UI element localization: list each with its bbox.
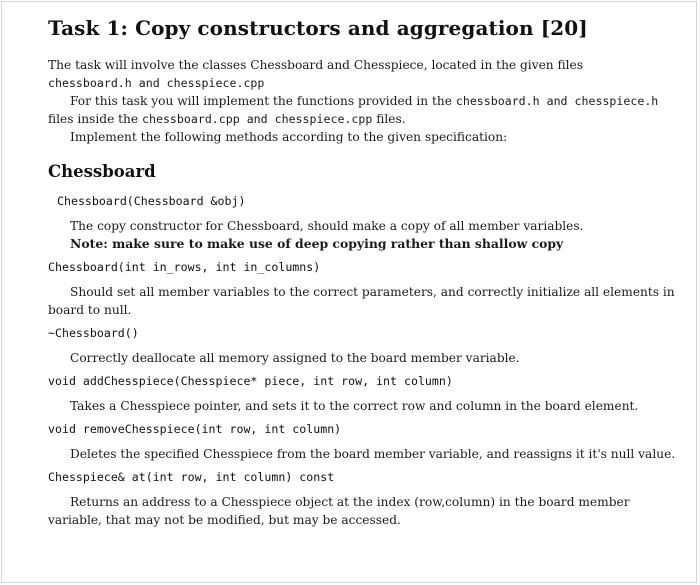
- method-note: Note: make sure to make use of deep copying rather than shallow copy: [70, 236, 564, 251]
- method-signature: void removeChesspiece(int row, int column): [48, 422, 342, 436]
- intro-line-3: [48, 92, 684, 110]
- intro-line-5: [48, 128, 684, 146]
- method-description: Returns an address to a Chesspiece object at the index (row,column) in the board member variable, that may not be modified, but may be accessed.: [48, 495, 630, 527]
- method-description: Correctly deallocate all memory assigned to the board member variable.: [70, 351, 520, 365]
- document-page: [48, 14, 684, 529]
- method-item-copy-constructor: [48, 192, 684, 253]
- method-item-constructor: [48, 258, 684, 319]
- intro-line-4: [48, 110, 684, 128]
- method-item-destructor: [48, 324, 684, 367]
- intro-text-5: Implement the following methods according to the given specification:: [70, 130, 508, 144]
- intro-block: [48, 56, 684, 146]
- intro-text-4b: files.: [376, 112, 406, 126]
- method-item-at: [48, 468, 684, 529]
- intro-line-2: [48, 74, 684, 92]
- method-item-remove-chesspiece: [48, 420, 684, 463]
- method-description: Takes a Chesspiece pointer, and sets it to the correct row and column in the board element.: [70, 399, 639, 413]
- intro-text-4a: files inside the: [48, 112, 139, 126]
- intro-files-code: chessboard.h and chesspiece.cpp: [48, 76, 265, 90]
- method-item-add-chesspiece: [48, 372, 684, 415]
- method-signature: Chessboard(int in_rows, int in_columns): [48, 260, 321, 274]
- intro-text-1: The task will involve the classes Chessboard and Chesspiece, located in the given files: [48, 58, 584, 72]
- intro-line-1: [48, 56, 684, 74]
- task-title: Task 1: Copy constructors and aggregation [20]: [48, 16, 588, 40]
- method-description: The copy constructor for Chessboard, should make a copy of all member variables.: [70, 219, 584, 233]
- method-signature: void addChesspiece(Chesspiece* piece, int row, int column): [48, 374, 453, 388]
- intro-header-files-code: chessboard.h and chesspiece.h: [455, 94, 659, 108]
- method-list: [48, 192, 684, 529]
- method-signature: Chessboard(Chessboard &obj): [57, 194, 246, 208]
- method-description: Deletes the specified Chesspiece from the board member variable, and reassigns it it's null value.: [70, 447, 676, 461]
- section-heading: Chessboard: [48, 162, 156, 181]
- method-description: Should set all member variables to the correct parameters, and correctly initialize all elements in board to null.: [48, 285, 675, 317]
- method-signature: ~Chessboard(): [48, 326, 139, 340]
- method-signature: Chesspiece& at(int row, int column) const: [48, 470, 335, 484]
- intro-text-3: For this task you will implement the functions provided in the: [70, 94, 452, 108]
- intro-source-files-code: chessboard.cpp and chesspiece.cpp: [142, 112, 373, 126]
